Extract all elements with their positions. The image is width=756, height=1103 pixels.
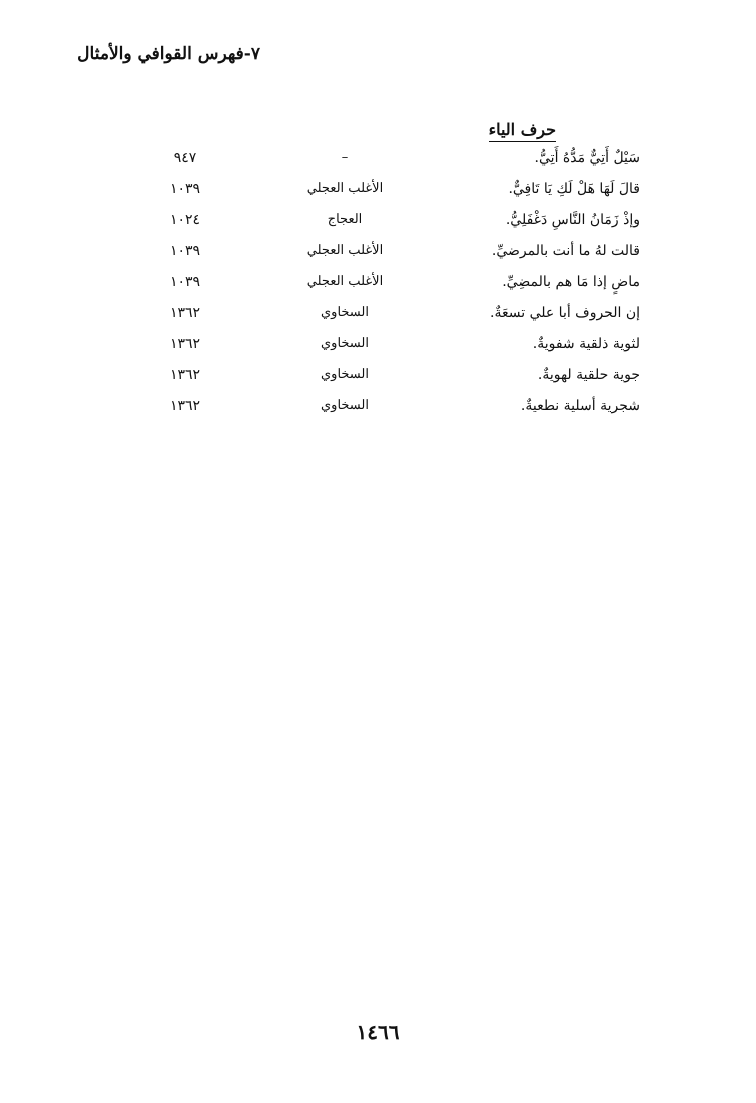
running-header: ٧-فهرس القوافي والأمثال — [77, 44, 260, 64]
page-reference: ١٣٦٢ — [169, 336, 201, 352]
index-entry — [150, 332, 640, 363]
index-entry — [150, 239, 640, 270]
verse-text: قالت لهُ ما أنت بالمرضيِّ. — [491, 243, 640, 259]
index-entry — [150, 146, 640, 177]
page-reference: ١٠٢٤ — [169, 212, 201, 228]
index-entry — [150, 301, 640, 332]
poet-name: السخاوي — [321, 398, 369, 413]
index-entry — [150, 394, 640, 425]
verse-text: ماضٍ إذا مَا هم بالمضِيِّ. — [502, 274, 640, 290]
index-entry — [150, 270, 640, 301]
page-reference: ١٠٣٩ — [169, 243, 201, 259]
poet-name: الأغلب العجلي — [306, 243, 384, 258]
verse-text: إن الحروف أبا علي تسعَةٌ. — [490, 305, 640, 321]
page-reference: ١٣٦٢ — [169, 305, 201, 321]
page-reference: ١٠٣٩ — [169, 181, 201, 197]
index-entry — [150, 363, 640, 394]
section-heading: حرف الياء — [489, 120, 556, 142]
page-reference: ٩٤٧ — [173, 150, 197, 166]
rhyme-index-list — [150, 146, 640, 425]
page-reference: ١٠٣٩ — [169, 274, 201, 290]
poet-name: العجاج — [327, 212, 363, 227]
page-number: ١٤٦٦ — [356, 1020, 400, 1044]
page-reference: ١٣٦٢ — [169, 398, 201, 414]
poet-name: السخاوي — [321, 336, 369, 351]
verse-text: شجرية أسلية نطعيةٌ. — [520, 398, 640, 414]
verse-text: جوية حلقية لهويةٌ. — [537, 367, 640, 383]
poet-name: السخاوي — [321, 305, 369, 320]
poet-name: السخاوي — [321, 367, 369, 382]
poet-name: الأغلب العجلي — [306, 274, 384, 289]
verse-text: وإذْ زَمَانُ النَّاسِ دَغْفَلِيُّ. — [505, 212, 640, 228]
page-reference: ١٣٦٢ — [169, 367, 201, 383]
poet-name: – — [341, 150, 349, 165]
verse-text: سَيْلٌ أَتِيٌّ مَدُّهُ أَتِيُّ. — [534, 150, 640, 166]
index-entry — [150, 208, 640, 239]
index-entry — [150, 177, 640, 208]
verse-text: لثوية ذلقية شفويةٌ. — [532, 336, 640, 352]
verse-text: قالَ لَهَا هَلْ لَكِ يَا تَافِيٌّ. — [508, 181, 640, 197]
poet-name: الأغلب العجلي — [306, 181, 384, 196]
